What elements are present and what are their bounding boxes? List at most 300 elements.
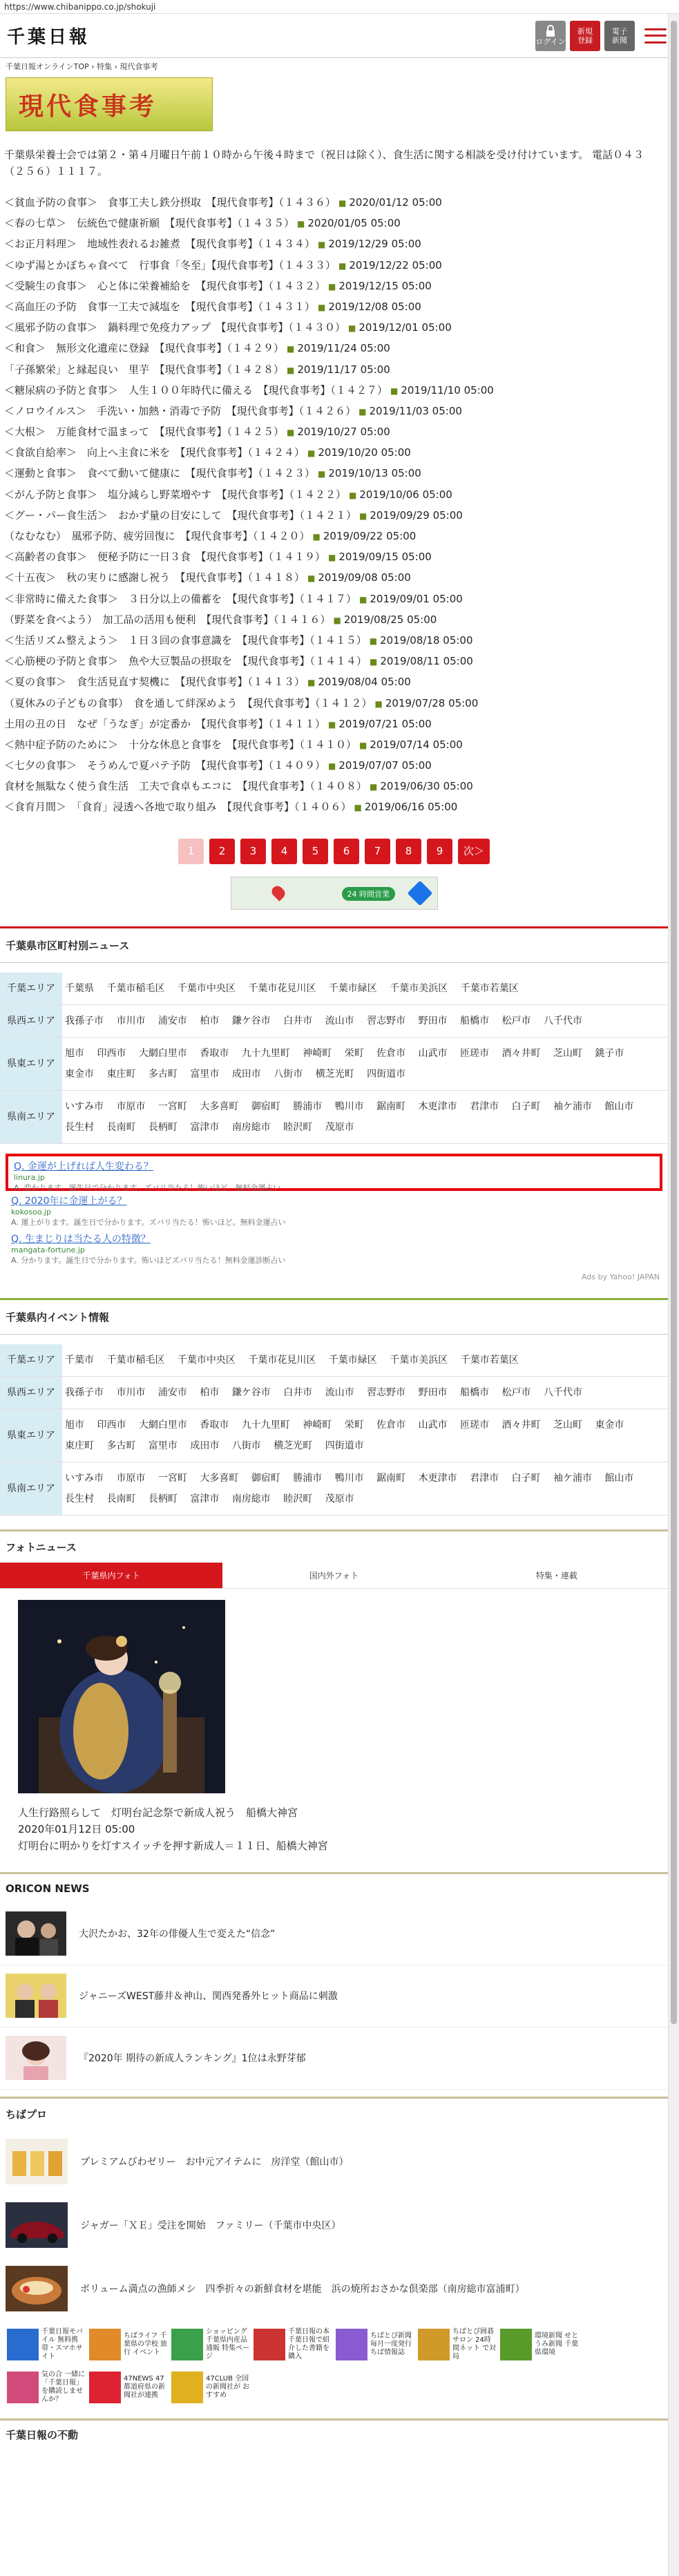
article-item[interactable] <box>4 463 664 484</box>
article-title[interactable]: ＜和食＞ 無形文化遺産に登録 【現代食事考】（１４２９） <box>4 342 285 355</box>
service-banner[interactable] <box>417 2323 499 2366</box>
area-header: 県西エリア <box>0 1376 62 1409</box>
footer-section-title: 千葉日報の不動 <box>0 2418 668 2449</box>
area-link[interactable]: 匝瑳市 <box>460 1047 490 1059</box>
article-item[interactable] <box>4 380 664 401</box>
area-link[interactable]: 佐倉市 <box>376 1047 406 1059</box>
article-title[interactable]: 土用の丑の日 なぜ「うなぎ」が定番か 【現代食事考】（１４１１） <box>4 717 326 730</box>
site-header <box>0 14 679 58</box>
area-link[interactable]: 柏市 <box>200 1015 220 1027</box>
banner-icon <box>418 2329 450 2360</box>
ad-item[interactable] <box>11 1232 657 1266</box>
article-title[interactable]: ＜高血圧の予防 食事一工夫で減塩を 【現代食事考】（１４３１） <box>4 300 316 313</box>
area-link[interactable]: 勝浦市 <box>293 1100 323 1112</box>
banner-icon <box>336 2329 367 2360</box>
area-link[interactable]: 我孫子市 <box>65 1015 104 1027</box>
ad-title[interactable]: Q. 2020年に金運上がる？ <box>11 1195 127 1207</box>
area-link[interactable]: 東金市 <box>595 1419 624 1431</box>
area-link[interactable]: 千葉市緑区 <box>328 1354 377 1366</box>
page-button[interactable]: 2 <box>209 839 235 864</box>
banner-icon <box>500 2329 532 2360</box>
area-link[interactable]: 睦沢町 <box>283 1121 313 1133</box>
area-link[interactable]: 大多喜町 <box>200 1100 239 1112</box>
article-title[interactable]: 「子孫繁栄」と縁起良い 里芋 【現代食事考】（１４２８） <box>4 363 285 376</box>
photo-icon: ■ <box>370 657 378 667</box>
area-link[interactable]: 市原市 <box>116 1100 146 1112</box>
photo-icon: ■ <box>338 260 347 271</box>
area-link[interactable]: 野田市 <box>418 1015 448 1027</box>
article-item[interactable] <box>4 567 664 588</box>
banner-icon <box>7 2329 39 2360</box>
banner-label: 千葉日報の本 千葉日報で紹介した書籍を購入 <box>288 2327 329 2360</box>
article-item[interactable] <box>4 505 664 526</box>
article-title[interactable]: 食材を無駄なく使う食生活 工夫で食卓もエコに 【現代食事考】（１４０８） <box>4 780 367 793</box>
banner-label: 千葉日報モバイル 無料携帯・スマホサイト <box>41 2327 83 2360</box>
area-link[interactable]: 君津市 <box>470 1100 499 1112</box>
article-title[interactable]: ＜大根＞ 万能食材で温まって 【現代食事考】（１４２５） <box>4 426 285 439</box>
site-logo[interactable]: 千葉日報 <box>7 27 90 48</box>
article-title[interactable]: ＜ノロウイルス＞ 手洗い・加熱・消毒で予防 【現代食事考】（１４２６） <box>4 404 356 417</box>
area-link[interactable]: 神崎町 <box>303 1419 332 1431</box>
article-title[interactable]: ＜非常時に備えた食事＞ ３日分以上の備蓄を 【現代食事考】（１４１７） <box>4 592 357 605</box>
page-next-button[interactable]: 次＞ <box>458 839 490 864</box>
area-link[interactable]: 山武市 <box>418 1419 448 1431</box>
service-banner[interactable] <box>6 2366 88 2409</box>
area-link[interactable]: 九十九里町 <box>241 1419 290 1431</box>
article-title[interactable]: ＜お正月料理＞ 地域性表れるお雑煮 【現代食事考】（１４３４） <box>4 238 316 251</box>
area-link[interactable]: いすみ市 <box>65 1100 104 1112</box>
area-link[interactable]: 神崎町 <box>303 1047 332 1059</box>
area-link[interactable]: 一宮町 <box>157 1100 187 1112</box>
area-link[interactable]: 袖ケ浦市 <box>553 1472 592 1484</box>
photo-icon: ■ <box>349 490 357 500</box>
photo-icon: ■ <box>318 469 326 479</box>
chibapro-headline[interactable]: ボリューム満点の漁師メシ 四季折々の新鮮食材を堪能 浜の焼所おさかな倶楽部（南房総市富浦町） <box>80 2283 525 2295</box>
breadcrumb[interactable]: 千葉日報オンラインTOP › 特集 › 現代食事考 <box>6 62 158 71</box>
photo-icon: ■ <box>307 573 316 584</box>
service-banner[interactable] <box>252 2323 334 2366</box>
banner-label: 47CLUB 全国の新聞社が おすすめ <box>206 2374 250 2399</box>
area-link[interactable]: 白井市 <box>283 1386 313 1398</box>
oricon-item[interactable] <box>0 1903 668 1965</box>
area-link[interactable]: 白子町 <box>511 1100 541 1112</box>
area-link[interactable]: 南房総市 <box>231 1493 271 1505</box>
article-title[interactable]: ＜夏の食事＞ 食生活見直す契機に 【現代食事考】（１４１３） <box>4 676 305 689</box>
chibapro-item[interactable] <box>0 2130 668 2193</box>
area-link[interactable]: 富里市 <box>148 1440 178 1451</box>
article-item[interactable] <box>4 755 664 776</box>
area-link[interactable]: 習志野市 <box>367 1015 406 1027</box>
banner-label: ちばライフ 千葉県の学校 旅行 イベント <box>124 2331 168 2356</box>
area-link[interactable]: 船橋市 <box>460 1015 490 1027</box>
area-link[interactable]: 香取市 <box>200 1419 229 1431</box>
chibapro-headline[interactable]: ジャガー「ＸＥ」受注を開始 ファミリー（千葉市中央区） <box>80 2220 341 2231</box>
service-banner[interactable] <box>170 2366 252 2409</box>
article-title[interactable]: ＜ゆず湯とかぼちゃ食べて 行事食「冬至」【現代食事考】（１４３３） <box>4 258 336 271</box>
events-table <box>0 1344 668 1516</box>
photo-icon: ■ <box>318 240 326 250</box>
area-link[interactable]: 御宿町 <box>251 1472 280 1484</box>
article-item[interactable] <box>4 421 664 442</box>
area-link[interactable]: 富津市 <box>190 1121 220 1133</box>
article-title[interactable]: ＜がん予防と食事＞ 塩分減らし野菜増やす 【現代食事考】（１４２２） <box>4 488 347 501</box>
area-link[interactable]: 白井市 <box>283 1015 313 1027</box>
hamburger-menu-icon[interactable] <box>643 26 668 46</box>
area-link[interactable]: 柏市 <box>200 1386 220 1398</box>
area-link[interactable]: 流山市 <box>325 1386 354 1398</box>
area-link[interactable]: 千葉市 <box>65 1354 94 1366</box>
area-link[interactable]: 大網白里市 <box>138 1419 187 1431</box>
article-date: 2019/12/29 05:00 <box>328 238 421 251</box>
area-link[interactable]: 我孫子市 <box>65 1386 104 1398</box>
page-button[interactable]: 6 <box>334 839 359 864</box>
area-link[interactable]: 鴨川市 <box>334 1100 364 1112</box>
photo-icon: ■ <box>338 198 347 208</box>
area-link[interactable]: 市川市 <box>116 1015 146 1027</box>
area-link[interactable]: 横芝光町 <box>274 1440 313 1451</box>
login-button[interactable] <box>535 21 566 51</box>
tab-features[interactable]: 特集・連載 <box>535 1570 577 1581</box>
area-link[interactable]: 八街市 <box>274 1068 303 1080</box>
chibapro-headline[interactable]: プレミアムびわゼリー お中元アイテムに 房洋堂（館山市） <box>80 2156 349 2168</box>
area-link[interactable]: 成田市 <box>190 1440 220 1451</box>
photo-icon: ■ <box>318 302 326 312</box>
article-title[interactable]: ＜風邪予防の食事＞ 鍋料理で免疫力アップ 【現代食事考】（１４３０） <box>4 321 345 334</box>
page-button[interactable]: 8 <box>396 839 421 864</box>
area-link[interactable]: 長生村 <box>65 1493 94 1505</box>
area-link[interactable]: 流山市 <box>325 1015 354 1027</box>
area-link[interactable]: 千葉市中央区 <box>177 1354 236 1366</box>
article-date: 2019/12/22 05:00 <box>349 258 442 271</box>
article-item[interactable] <box>4 296 664 317</box>
area-link[interactable]: 千葉市緑区 <box>328 982 377 994</box>
area-link[interactable]: 長南町 <box>106 1493 136 1505</box>
area-link[interactable]: 栄町 <box>344 1047 364 1059</box>
page-button[interactable]: 3 <box>240 839 266 864</box>
chibapro-thumb-2 <box>6 2202 68 2248</box>
area-link[interactable]: 松戸市 <box>501 1386 531 1398</box>
article-date: 2019/09/01 05:00 <box>370 592 463 605</box>
area-link[interactable]: 千葉市花見川区 <box>248 982 316 994</box>
area-link[interactable]: 芝山町 <box>553 1419 582 1431</box>
oricon-item[interactable] <box>0 2028 668 2090</box>
area-links <box>62 1004 668 1037</box>
area-link[interactable]: 九十九里町 <box>241 1047 290 1059</box>
service-banner[interactable] <box>88 2323 170 2366</box>
photo-news-image[interactable] <box>18 1600 225 1793</box>
service-banner[interactable] <box>334 2323 417 2366</box>
area-link[interactable]: 酒々井町 <box>501 1047 541 1059</box>
area-link[interactable]: 長柄町 <box>148 1121 178 1133</box>
area-link[interactable]: 白子町 <box>511 1472 541 1484</box>
page-button[interactable]: 9 <box>427 839 452 864</box>
area-link[interactable]: 酒々井町 <box>501 1419 541 1431</box>
area-link[interactable]: 千葉市稲毛区 <box>106 982 165 994</box>
page-button[interactable]: 5 <box>303 839 328 864</box>
area-link[interactable]: 千葉市若葉区 <box>460 982 519 994</box>
article-item[interactable] <box>4 233 664 254</box>
chibapro-thumb-1 <box>6 2139 68 2184</box>
area-links <box>62 1090 668 1143</box>
area-link[interactable]: 成田市 <box>231 1068 261 1080</box>
area-link[interactable]: 四街道市 <box>325 1440 364 1451</box>
service-banner[interactable] <box>6 2323 88 2366</box>
article-item[interactable] <box>4 338 664 359</box>
area-link[interactable]: 鋸南町 <box>376 1100 406 1112</box>
article-item[interactable] <box>4 651 664 671</box>
tab-domestic-photo[interactable]: 国内外フォト <box>309 1570 359 1581</box>
article-item[interactable] <box>4 401 664 421</box>
area-link[interactable]: 市原市 <box>116 1472 146 1484</box>
browser-url-bar[interactable] <box>0 0 679 14</box>
area-link[interactable]: 浦安市 <box>157 1386 187 1398</box>
article-item[interactable] <box>4 714 664 734</box>
article-date: 2019/06/30 05:00 <box>380 780 473 793</box>
navigation-icon <box>407 880 432 906</box>
article-item[interactable] <box>4 276 664 296</box>
article-item[interactable] <box>4 359 664 380</box>
article-date: 2019/11/10 05:00 <box>401 383 494 397</box>
area-link[interactable]: 旭市 <box>65 1419 84 1431</box>
chibapro-item[interactable] <box>0 2193 668 2257</box>
ad-item[interactable] <box>14 1159 654 1193</box>
ad-item[interactable] <box>11 1194 657 1228</box>
area-link[interactable]: 銚子市 <box>595 1047 624 1059</box>
article-title[interactable]: ＜食欲自給率＞ 向上へ主食に米を 【現代食事考】（１４２４） <box>4 446 305 459</box>
area-link[interactable]: 千葉市稲毛区 <box>106 1354 165 1366</box>
page-button[interactable]: 4 <box>271 839 297 864</box>
article-date: 2019/10/13 05:00 <box>328 467 421 480</box>
area-link[interactable]: 千葉県 <box>65 982 94 994</box>
ad-highlighted[interactable] <box>6 1154 662 1191</box>
area-link[interactable]: 匝瑳市 <box>460 1419 490 1431</box>
area-link[interactable]: 館山市 <box>604 1472 634 1484</box>
article-item[interactable] <box>4 317 664 338</box>
article-title[interactable]: （野菜を食べよう） 加工品の活用も便利 【現代食事考】（１４１６） <box>4 613 331 626</box>
area-link[interactable]: 御宿町 <box>251 1100 280 1112</box>
area-link[interactable]: 木更津市 <box>418 1100 457 1112</box>
area-link[interactable]: 千葉市美浜区 <box>390 982 448 994</box>
article-title[interactable]: （夏休みの子どもの食事） 食を通して絆深めよう 【現代食事考】（１４１２） <box>4 696 372 709</box>
area-link[interactable]: 鴨川市 <box>334 1472 364 1484</box>
service-banner[interactable] <box>88 2366 170 2409</box>
article-title[interactable]: ＜熱中症予防のために＞ 十分な休息と食事を 【現代食事考】（１４１０） <box>4 738 357 751</box>
article-date: 2019/07/14 05:00 <box>370 738 463 751</box>
photo-icon: ■ <box>297 219 305 229</box>
area-link[interactable]: 栄町 <box>344 1419 364 1431</box>
scrollbar-thumb[interactable] <box>671 21 677 2024</box>
photo-icon: ■ <box>374 698 383 709</box>
area-link[interactable]: 鋸南町 <box>376 1472 406 1484</box>
area-link[interactable]: 千葉市中央区 <box>177 982 236 994</box>
area-row <box>0 1037 668 1090</box>
area-link[interactable]: 野田市 <box>418 1386 448 1398</box>
area-link[interactable]: 東金市 <box>65 1068 94 1080</box>
area-link[interactable]: 習志野市 <box>367 1386 406 1398</box>
area-link[interactable]: 袖ケ浦市 <box>553 1100 592 1112</box>
oricon-headline[interactable]: 大沢たかお、32年の俳優人生で変えた“信念” <box>79 1929 276 1940</box>
photo-icon: ■ <box>307 678 316 688</box>
oricon-thumb-2 <box>6 1974 66 2018</box>
article-item[interactable] <box>4 630 664 651</box>
ad-url: mangata-fortune.jp <box>11 1245 85 1254</box>
service-banner[interactable] <box>170 2323 252 2366</box>
area-header: 県東エリア <box>0 1409 62 1462</box>
pagination <box>0 839 668 864</box>
area-link[interactable]: 船橋市 <box>460 1386 490 1398</box>
area-link[interactable]: 大網白里市 <box>138 1047 187 1059</box>
article-item[interactable] <box>4 734 664 755</box>
photo-icon: ■ <box>328 761 336 772</box>
area-link[interactable]: 富津市 <box>190 1493 220 1505</box>
article-title[interactable]: ＜生活リズム整えよう＞ １日３回の食事意識を 【現代食事考】（１４１５） <box>4 633 367 647</box>
page-button[interactable]: 1 <box>178 839 204 864</box>
area-link[interactable]: 木更津市 <box>418 1472 457 1484</box>
article-item[interactable] <box>4 693 664 714</box>
banner-label: 気の合 一緒に「千葉日報」を購読しませんか？ <box>41 2370 86 2403</box>
article-date: 2019/08/11 05:00 <box>380 655 473 668</box>
article-date: 2019/08/04 05:00 <box>318 676 411 689</box>
service-banner[interactable] <box>499 2323 581 2366</box>
area-link[interactable]: 鎌ケ谷市 <box>231 1386 271 1398</box>
oricon-item[interactable] <box>0 1965 668 2028</box>
area-link[interactable]: 勝浦市 <box>293 1472 323 1484</box>
area-link[interactable]: 旭市 <box>65 1047 84 1059</box>
area-link[interactable]: 印西市 <box>97 1419 126 1431</box>
banner-label: ちばとぴ新聞 毎月一度発行 ちば情報誌 <box>370 2331 412 2356</box>
photo-icon: ■ <box>328 281 336 292</box>
article-date: 2019/12/01 05:00 <box>358 321 452 334</box>
photo-summary: 灯明台に明かりを灯すスイッチを押す新成人＝１１日、船橋大神宮 <box>18 1839 328 1852</box>
article-title[interactable]: ＜グー・パー食生活＞ おかず量の目安にして 【現代食事考】（１４２１） <box>4 508 357 522</box>
photo-caption[interactable]: 人生行路照らして 灯明台記念祭で新成人祝う 船橋大神宮 <box>18 1806 298 1819</box>
area-link[interactable]: 香取市 <box>200 1047 229 1059</box>
banner-icon <box>7 2372 39 2403</box>
ad-title[interactable]: Q. 生まじりは当たる人の特徴？ <box>11 1233 151 1245</box>
photo-date: 2020年01月12日 05:00 <box>18 1822 135 1835</box>
article-title[interactable]: ＜心筋梗の予防と食事＞ 魚や大豆製品の摂取を 【現代食事考】（１４１４） <box>4 655 367 668</box>
ad-list <box>0 1191 668 1272</box>
article-item[interactable] <box>4 484 664 505</box>
article-item[interactable] <box>4 192 664 213</box>
article-date: 2019/09/15 05:00 <box>338 551 432 564</box>
map-ad[interactable] <box>231 877 438 910</box>
area-link[interactable]: 館山市 <box>604 1100 634 1112</box>
article-title[interactable]: （なむなむ） 風邪予防、疲労回復に 【現代食事考】（１４２０） <box>4 530 310 542</box>
article-item[interactable] <box>4 609 664 630</box>
article-item[interactable] <box>4 776 664 796</box>
tab-local-photo[interactable]: 千葉県内フォト <box>0 1563 222 1588</box>
area-link[interactable]: 多古町 <box>106 1440 136 1451</box>
area-link[interactable]: 千葉市美浜区 <box>390 1354 448 1366</box>
article-item[interactable] <box>4 526 664 546</box>
area-link[interactable]: 東庄町 <box>65 1440 94 1451</box>
article-date: 2019/06/16 05:00 <box>364 801 458 814</box>
ad-url: kokosoo.jp <box>11 1207 51 1217</box>
area-link[interactable]: 八千代市 <box>543 1386 582 1398</box>
article-title[interactable]: ＜食育月間＞ 「食育」浸透へ各地で取り組み 【現代食事考】（１４０６） <box>4 801 352 814</box>
oricon-headline[interactable]: ジャニーズWEST藤井＆神山、関西発番外ヒット商品に刺激 <box>79 1991 338 2003</box>
area-link[interactable]: 山武市 <box>418 1047 448 1059</box>
article-title[interactable]: ＜七夕の食事＞ そうめんで夏バテ予防 【現代食事考】（１４０９） <box>4 759 326 772</box>
ad-url: linura.jp <box>14 1172 45 1182</box>
article-item[interactable] <box>4 796 664 817</box>
area-link[interactable]: 印西市 <box>97 1047 126 1059</box>
ad-desc: A. 分かります。誕生日で分かります。怖いほどズバリ当たる！無料金運診断占い <box>11 1255 286 1265</box>
area-link[interactable]: 佐倉市 <box>376 1419 406 1431</box>
area-link[interactable]: 市川市 <box>116 1386 146 1398</box>
article-title[interactable]: ＜高齢者の食事＞ 便秘予防に一日３食 【現代食事考】（１４１９） <box>4 551 326 564</box>
article-title[interactable]: ＜春の七草＞ 伝統色で健康祈願 【現代食事考】（１４３５） <box>4 217 295 230</box>
area-link[interactable]: 茂原市 <box>325 1493 354 1505</box>
area-link[interactable]: 富里市 <box>190 1068 220 1080</box>
area-link[interactable]: 大多喜町 <box>200 1472 239 1484</box>
area-link[interactable]: 君津市 <box>470 1472 499 1484</box>
service-banner-grid <box>0 2320 668 2412</box>
article-title[interactable]: ＜十五夜＞ 秋の実りに感謝し祝う 【現代食事考】（１４１８） <box>4 571 305 584</box>
area-link[interactable]: 長南町 <box>106 1121 136 1133</box>
article-date: 2019/07/21 05:00 <box>338 717 432 730</box>
article-item[interactable] <box>4 255 664 276</box>
article-date: 2019/12/15 05:00 <box>338 279 432 292</box>
article-title[interactable]: ＜運動と食事＞ 食べて動いて健康に 【現代食事考】（１４２３） <box>4 467 316 480</box>
banner-label: ショッピング 千葉県内産品 通販 特集ページ <box>206 2327 250 2360</box>
area-link[interactable]: 長生村 <box>65 1121 94 1133</box>
area-link[interactable]: 四街道市 <box>367 1068 406 1080</box>
area-link[interactable]: 芝山町 <box>553 1047 582 1059</box>
area-link[interactable]: 千葉市若葉区 <box>460 1354 519 1366</box>
area-links <box>62 1344 668 1377</box>
area-link[interactable]: 浦安市 <box>157 1015 187 1027</box>
article-item[interactable] <box>4 442 664 463</box>
area-link[interactable]: 睦沢町 <box>283 1493 313 1505</box>
article-title[interactable]: ＜受験生の食事＞ 心と体に栄養補給を 【現代食事考】（１４３２） <box>4 279 326 292</box>
oricon-headline[interactable]: 『2020年 期待の新成人ランキング』1位は永野芽郁 <box>79 2053 306 2065</box>
chibapro-item[interactable] <box>0 2257 668 2320</box>
area-link[interactable]: 一宮町 <box>157 1472 187 1484</box>
area-link[interactable]: いすみ市 <box>65 1472 104 1484</box>
area-link[interactable]: 茂原市 <box>325 1121 354 1133</box>
area-link[interactable]: 鎌ケ谷市 <box>231 1015 271 1027</box>
oricon-thumb-3 <box>6 2036 66 2080</box>
area-link[interactable]: 八街市 <box>231 1440 261 1451</box>
ads-by-label[interactable]: Ads by Yahoo! JAPAN <box>581 1272 660 1281</box>
article-item[interactable] <box>4 546 664 567</box>
article-date: 2019/09/29 05:00 <box>370 508 463 522</box>
photo-icon: ■ <box>287 365 295 375</box>
area-link[interactable]: 東庄町 <box>106 1068 136 1080</box>
article-title[interactable]: ＜貧血予防の食事＞ 食事工夫し鉄分摂取 【現代食事考】（１４３６） <box>4 196 336 209</box>
page-scrollbar[interactable] <box>668 14 679 2576</box>
digital-paper-button[interactable] <box>604 21 635 51</box>
area-link[interactable]: 横芝光町 <box>315 1068 354 1080</box>
photo-icon: ■ <box>354 803 362 813</box>
ad-title[interactable]: Q. 金運が上げれば人生変わる？ <box>14 1161 153 1172</box>
area-links <box>62 1037 668 1090</box>
area-link[interactable]: 千葉市花見川区 <box>248 1354 316 1366</box>
area-link[interactable]: 南房総市 <box>231 1121 271 1133</box>
area-link[interactable]: 多古町 <box>148 1068 178 1080</box>
page-button[interactable]: 7 <box>365 839 390 864</box>
article-item[interactable] <box>4 589 664 609</box>
area-link[interactable]: 八千代市 <box>543 1015 582 1027</box>
area-link[interactable]: 松戸市 <box>501 1015 531 1027</box>
article-item[interactable] <box>4 213 664 233</box>
area-link[interactable]: 長柄町 <box>148 1493 178 1505</box>
article-title[interactable]: ＜糖尿病の予防と食事＞ 人生１００年時代に備える 【現代食事考】（１４２７） <box>4 383 388 397</box>
register-button[interactable] <box>570 21 600 51</box>
article-item[interactable] <box>4 671 664 692</box>
